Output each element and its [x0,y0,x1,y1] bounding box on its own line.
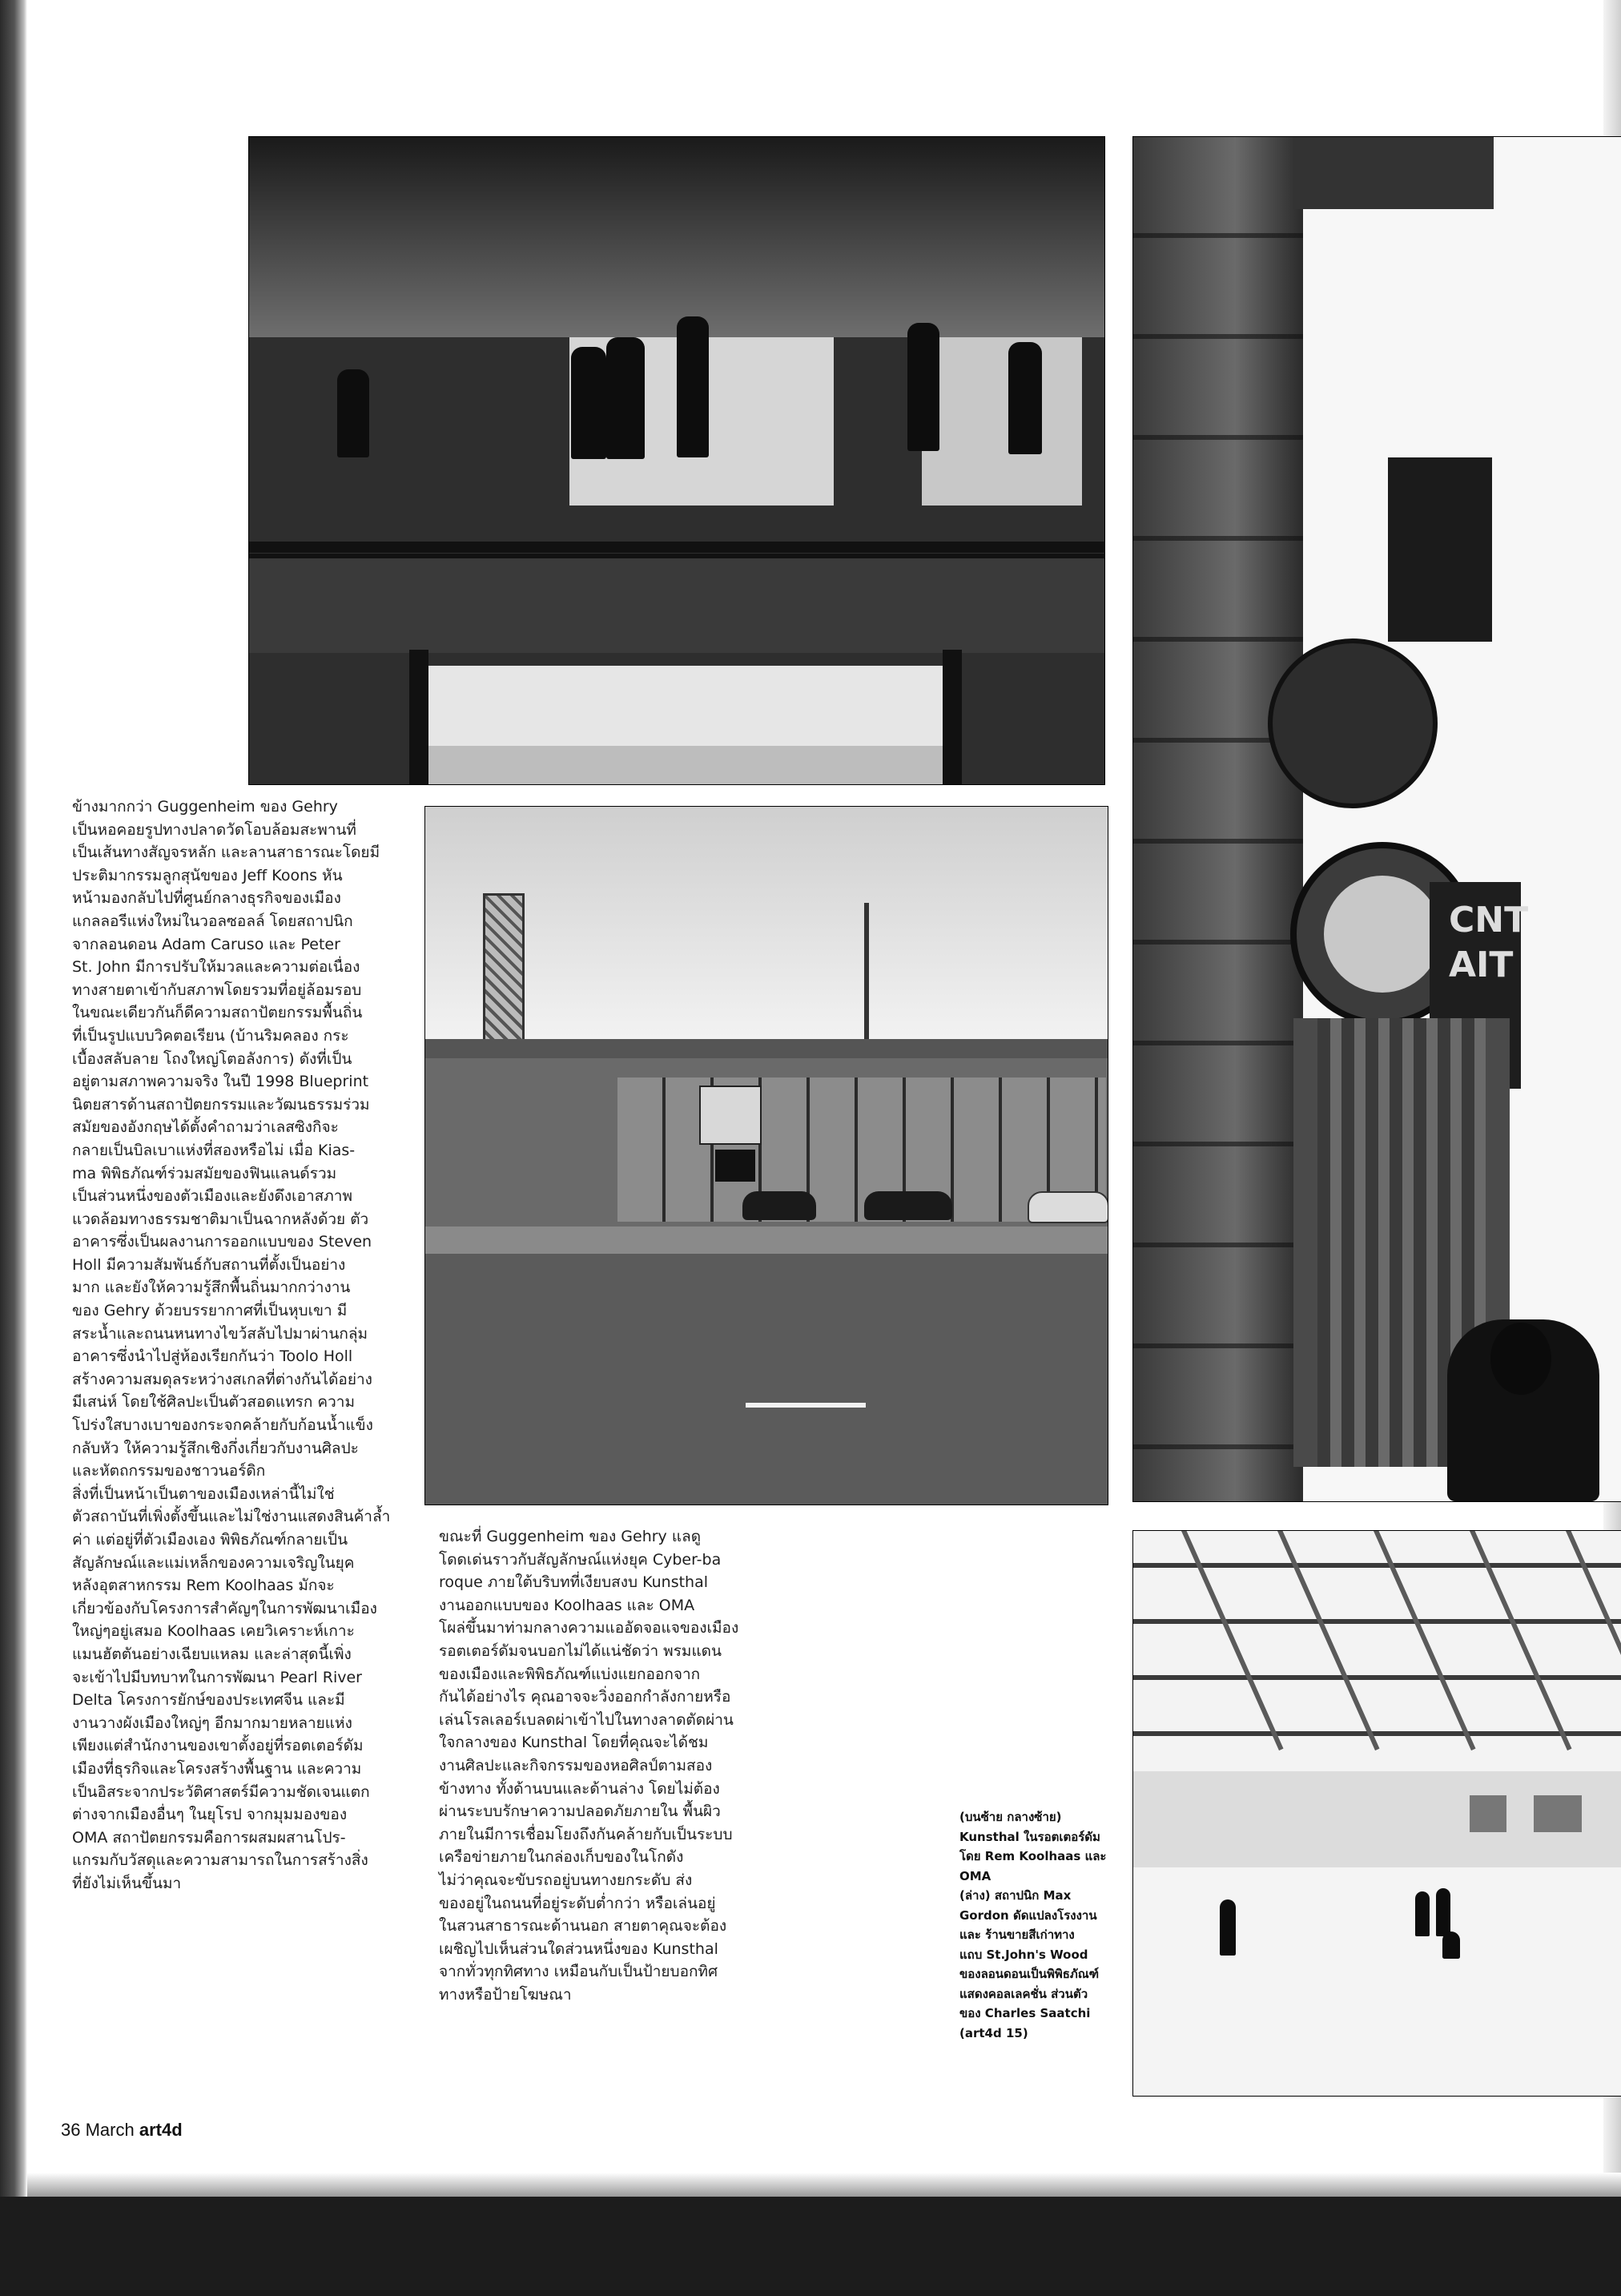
roof-truss [1133,1563,1621,1568]
round-hanging-sign [1268,638,1438,808]
wall-artwork [1470,1795,1506,1832]
photo-kunsthal-street [424,806,1108,1505]
kunsthal-sky [425,807,1108,1039]
issue-month: March [85,2120,135,2140]
road-lane-marking [746,1403,866,1408]
banner-lettering: CNT AIT [1449,900,1529,985]
article-column-left: ข้างมากกว่า Guggenheim ของ Gehry เป็นหอคอยรูปทางปลาดวัดโอบล้อมสะพานที่ เป็นเส้นทางสัญจรหลัก และลานสาธารณะโดยมี ประติมากรรมลูกสุนัขของ Jeff Koons หัน หน้ามองกลับไปที่ศูนย์กลางธุรกิจของเมือง แกลลอรีแห่งใหม่ในวอลซอลล์ โดยสถาปนิก จากลอนดอน Adam Caruso และ Peter St. John มีการปรับให้มวลและความต่อเนื่อง ทางสายตาเข้ากับสภาพโดยรวมที่อยู่ล้อมรอบ ในขณะเดียวกันก็ดีความสถาปัตยกรรมพื้นถิ่น ที่เป็นรูปแบบวิคตอเรียน (บ้านริมคลอง กระ เบื้องสลับลาย โถงใหญ่โตอลังการ) ดังที่เป็น อยู่ตามสภาพความจริง ในปี 1998 Blueprint นิตยสารด้านสถาปัตยกรรมและวัฒนธรรมร่วม สมัยของอังกฤษได้ตั้งคำถามว่าเลสซิงกิจะ กลายเป็นบิลเบาแห่งที่สองหรือไม่ เมื่อ Kias- ma พิพิธภัณฑ์ร่วมสมัยของฟินแลนด์รวม เป็นส่วนหนึ่งของตัวเมืองและยังดึงเอาสภาพ แวดล้อมทางธรรมชาติมาเป็นฉากหลังด้วย ตัว อาคารซึ่งเป็นผลงานการออกแบบของ Steven Holl มีความสัมพันธ์กับสถานที่ตั้งเป็นอย่าง มาก และยังให้ความรู้สึกพื้นถิ่นมากกว่างาน ของ Gehry ด้วยบรรยากาศที่เป็นหุบเขา มี สระน้ำและถนนหนทางไขว้สลับไปมาผ่านกลุ่ม อาคารซึ่งนำไปสู่ห้องเรียกกันว่า Toolo Holl สร้างความสมดุลระหว่างสเกลที่ต่างกันได้อย่าง มีเสน่ห์ โดยใช้ศิลปะเป็นตัวสอดแทรก ความ โปร่งใสบางเบาของกระจกคล้ายกับก้อนน้ำแข็ง กลับหัว ให้ความรู้สึกเชิงกึ่งเกี่ยวกับงานศิลปะ และหัตถกรรมของชาวนอร์ดิก สิ่งที่เป็นหน้าเป็นตาของเมืองเหล่านี้ไม่ใช่ ตัวสถาบันที่เพิ่งตั้งขึ้นและไม่ใช่งานแสดงสินค้าล้ำ ค่า แต่อยู่ที่ตัวเมืองเอง พิพิธภัณฑ์กลายเป็น สัญลักษณ์และแม่เหล็กของความเจริญในยุค หลังอุตสาหกรรม Rem Koolhaas มักจะ เกี่ยวข้องกับโครงการสำคัญๆในการพัฒนาเมือง ใหญ่ๆอยู่เสมอ Koolhaas เคยวิเคราะห์เกาะ แมนฮัตตันอย่างเฉียบแหลม และล่าสุดนี้เพิ่ง จะเข้าไปมีบทบาทในการพัฒนา Pearl River Delta โครงการยักษ์ของประเทศจีน และมี งานวางผังเมืองใหญ่ๆ อีกมากมายหลายแห่ง เพียงแต่สำนักงานของเขาตั้งอยู่ที่รอตเตอร์ดัม เมืองที่ธุรกิจและโครงสร้างพื้นฐาน และความ เป็นอิสระจากประวัติศาสตร์มีความชัดเจนแตก ต่างจากเมืองอื่นๆ ในยุโรป จากมุมมองของ OMA สถาปัตยกรรมคือการผสมผสานโปร- แกรมกับวัสดุและความสามารถในการสร้างสิ่ง ที่ยังไม่เห็นขึ้นมา [72,798,391,1892]
silhouette-person [1008,342,1042,454]
pedestrian-head [1490,1323,1551,1395]
visitor [1220,1899,1236,1956]
walkway-railing [249,542,1104,553]
kunsthal-sign [699,1086,762,1145]
page-folio [61,2120,183,2141]
silhouette-person [907,323,939,451]
wall-artwork [1534,1795,1582,1832]
walkway-window-right [922,337,1082,506]
silhouette-person [677,316,709,457]
kunsthal-logo-panel [715,1150,755,1182]
upper-balcony [1293,137,1494,209]
wall-stone-joints [1133,137,1303,1501]
photo-gallery-interior [1132,1530,1621,2097]
article-column-middle: ขณะที่ Guggenheim ของ Gehry แลดู โดดเด่นราวกับสัญลักษณ์แห่งยุค Cyber-ba roque ภายใต้บริบทที่เงียบสงบ Kunsthal งานออกแบบของ Koolhaas และ OMA โผล่ขึ้นมาท่ามกลางความแออัดจอแจของเมือง รอตเตอร์ดัมจนบอกไม่ได้แน่ชัดว่า พรมแดน ของเมืองและพิพิธภัณฑ์แบ่งแยกออกจาก กันได้อย่างไร คุณอาจจะวิ่งออกกำลังกายหรือ เล่นโรลเลอร์เบลดผ่าเข้าไปในทางลาดตัดผ่าน ใจกลางของ Kunsthal โดยที่คุณจะได้ชม งานศิลปะและกิจกรรมของหอศิลป์ตามสอง ข้างทาง ทั้งด้านบนและด้านล่าง โดยไม่ต้อง ผ่านระบบรักษาความปลอดภัยภายใน พื้นผิว ภายในมีการเชื่อมโยงถึงกันคล้ายกับเป็นระบบ เครือข่ายภายในกล่องเก็บของในโกดัง ไม่ว่าคุณจะขับรถอยู่บนทางยกระดับ ส่ง ของอยู่ในถนนที่อยู่ระดับต่ำกว่า หรือเล่นอยู่ ในสวนสาธารณะด้านนอก สายตาคุณจะต้อง เผชิญไปเห็นส่วนใดส่วนหนึ่งของ Kunsthal จากทั่วทุกทิศทาง เหมือนกับเป็นป้ายบอกทิศ ทางหรือป้ายโฆษณา [439,1528,739,2004]
silhouette-person [606,337,645,459]
photo-elevated-walkway [248,136,1105,785]
underpass-ground [417,746,946,784]
silhouette-person [571,347,606,459]
scan-background-bottom [0,2197,1621,2296]
visitor [1436,1888,1450,1936]
parked-car [1028,1191,1108,1223]
page-number: 36 [61,2120,81,2140]
walkway-beam [249,554,1104,653]
kunsthal-tower [483,893,525,1050]
visitor [1442,1931,1460,1959]
roof-truss [1133,1731,1621,1736]
scan-shadow-left [0,0,27,2296]
kunsthal-roof [425,1039,1108,1058]
photo-caption: (บนซ้าย กลางซ้าย) Kunsthal ในรอตเตอร์ดัม โดย Rem Koolhaas และ OMA (ล่าง) สถาปนิก Max Gordon ดัดแปลงโรงงาน และ ร้านขายสีเก่าทาง แถบ St.John's Wood ของลอนดอนเป็นพิพิธภัณฑ์ แสดงคอลเลคชั่น ส่วนตัว ของ Charles Saatchi (art4d 15) [959,1810,1107,2040]
walkway-pillar [409,650,428,784]
photo-street-signs [1132,136,1621,1502]
magazine-name: art4d [139,2120,183,2140]
silhouette-person [337,369,369,457]
visitor [1415,1891,1430,1936]
roof-truss [1133,1619,1621,1624]
walkway-sky [249,137,1104,337]
street-sidewalk [425,1227,1108,1254]
parked-car [742,1191,816,1220]
walkway-pillar [943,650,962,784]
scan-shadow-bottom [27,2173,1621,2197]
iron-balcony [1388,457,1492,642]
street-road [425,1227,1108,1504]
parked-car [864,1191,952,1220]
roof-truss [1133,1675,1621,1680]
hall-floor [1133,1867,1621,2096]
